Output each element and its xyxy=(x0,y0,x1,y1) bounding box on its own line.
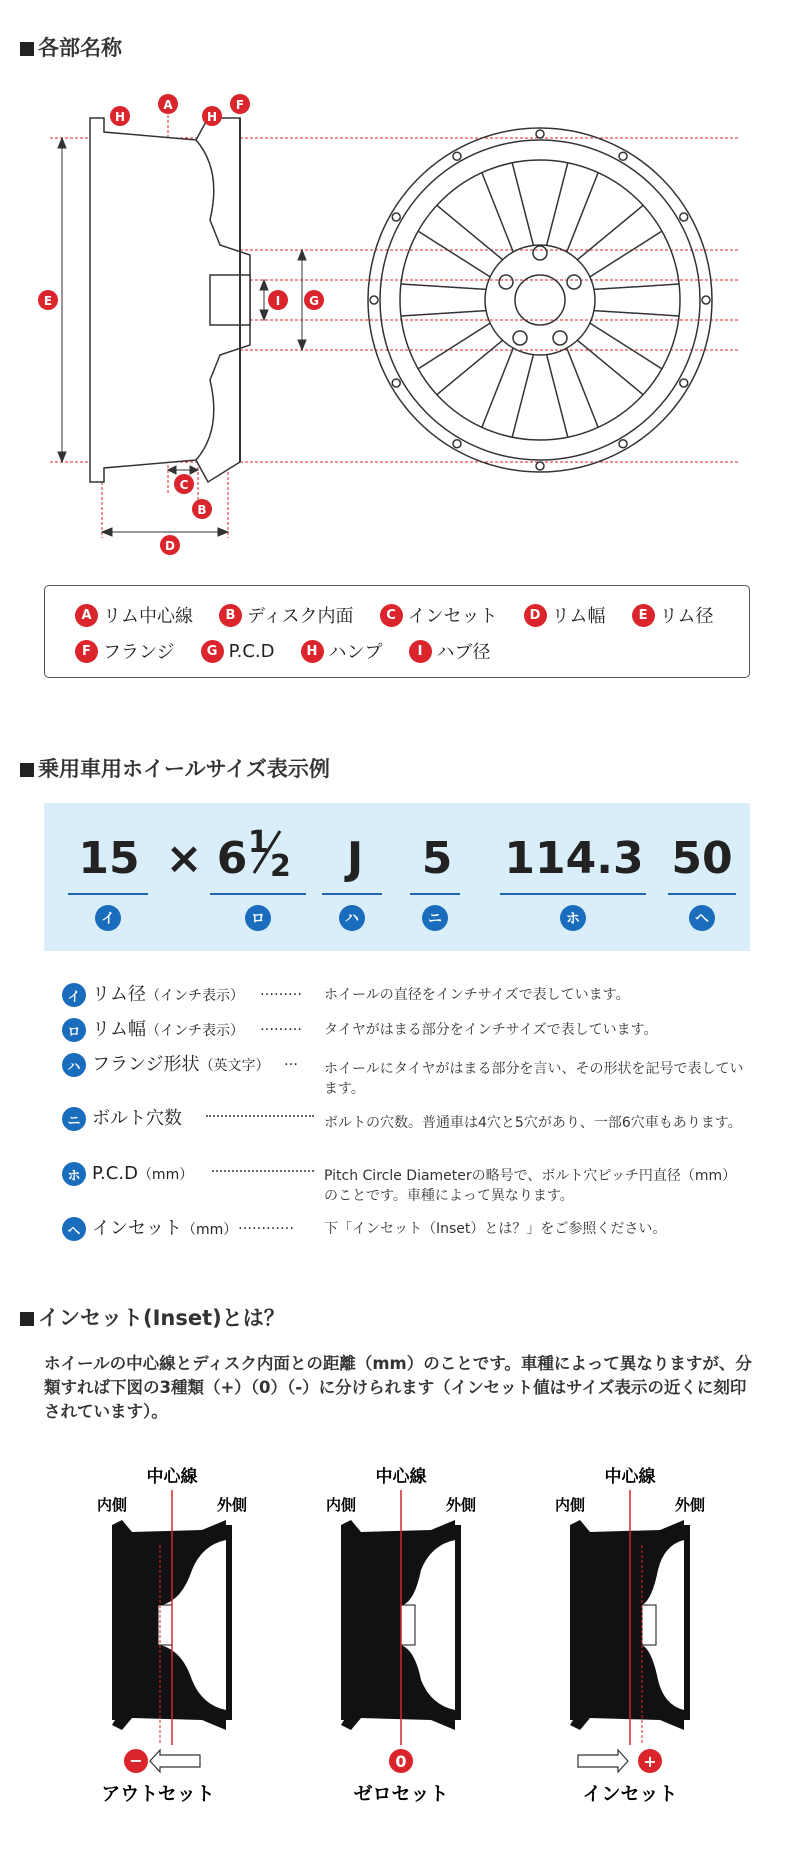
explanation-row-flange xyxy=(62,1053,752,1097)
plus-icon: + xyxy=(643,1752,657,1771)
square-bullet-icon xyxy=(20,1312,34,1326)
arrow-right-icon xyxy=(578,1750,628,1772)
svg-text:B: B xyxy=(197,503,207,517)
leader-dots: … xyxy=(284,1053,298,1069)
svg-text:D: D xyxy=(165,539,175,553)
rim-rivet xyxy=(453,440,461,448)
explanation-row-pcd xyxy=(62,1162,752,1202)
explanation-name: リム径（インチ表示） xyxy=(92,984,244,1005)
minus-icon: − xyxy=(129,1751,143,1770)
badge-e xyxy=(38,290,58,310)
section-title-size-example xyxy=(20,753,330,783)
legend-label: フランジ xyxy=(103,642,175,663)
legend-item xyxy=(632,602,714,628)
badge-d-icon: D xyxy=(524,604,547,627)
rim-rivet xyxy=(392,379,400,387)
underline-i xyxy=(68,893,148,895)
legend-item xyxy=(201,640,275,663)
type-name-outset: アウトセット xyxy=(101,1783,215,1805)
badge-i xyxy=(268,290,288,310)
badge-c-icon: C xyxy=(380,604,403,627)
badge-c xyxy=(174,474,194,494)
badge-d xyxy=(160,535,180,555)
rim-rivet xyxy=(370,296,378,304)
legend-item xyxy=(409,638,491,664)
outer-label: 外側 xyxy=(216,1496,248,1514)
badge-b-icon: B xyxy=(219,604,242,627)
inner-label: 内側 xyxy=(554,1496,586,1514)
badge-ni-icon: ニ xyxy=(62,1107,86,1131)
leader-dots xyxy=(206,1115,314,1119)
underline-ni xyxy=(410,893,460,895)
section-title-inset xyxy=(20,1302,285,1332)
legend-item xyxy=(380,602,498,628)
inset-figure-inset xyxy=(555,1466,705,1805)
badge-h-right xyxy=(202,106,222,126)
legend-label: リム径 xyxy=(659,606,714,627)
spoke xyxy=(512,163,568,246)
legend-label: ハンプ xyxy=(328,642,383,663)
legend-label: ハブ径 xyxy=(436,642,491,663)
legend-label: P.C.D xyxy=(228,640,275,662)
legend-box xyxy=(44,585,750,678)
center-line-label: 中心線 xyxy=(146,1467,198,1487)
badge-b xyxy=(192,499,212,519)
badge-ro-icon: ロ xyxy=(62,1018,86,1042)
inset-figure-zeroset xyxy=(326,1466,476,1805)
badge-h-icon: H xyxy=(301,640,324,663)
size-frac-num: 1 xyxy=(248,825,269,860)
badge-ro-icon: ロ xyxy=(245,905,271,931)
badge-i-icon: イ xyxy=(95,905,121,931)
type-name-inset: インセット xyxy=(582,1783,678,1805)
explanation-row-rim-width xyxy=(62,1018,752,1058)
explanation-name: リム幅（インチ表示） xyxy=(92,1019,244,1040)
svg-text:H: H xyxy=(206,110,218,124)
explanation-desc: 下「インセット（Inset）とは？」をご参照ください。 xyxy=(324,1221,667,1237)
underline-ha xyxy=(322,893,382,895)
svg-text:C: C xyxy=(179,478,189,492)
explanation-desc: ホイールにタイヤがはまる部分を言い、その形状を記号で表しています。 xyxy=(324,1061,744,1097)
wheel-section-zeroset xyxy=(341,1490,461,1745)
rim-rivet xyxy=(453,152,461,160)
badge-ho-icon: ホ xyxy=(62,1162,86,1186)
underline-he xyxy=(668,893,736,895)
size-flange: J xyxy=(346,833,364,884)
leader-dots: ………… xyxy=(238,1217,294,1233)
rim-rivet xyxy=(619,152,627,160)
underline-ho xyxy=(500,893,646,895)
badge-i-icon: I xyxy=(409,640,432,663)
badge-h-left xyxy=(110,106,130,126)
explanation-name: P.C.D（mm） xyxy=(92,1163,194,1184)
size-frac-den: 2 xyxy=(270,849,291,884)
inner-label: 内側 xyxy=(325,1496,357,1514)
explanation-desc: Pitch Circle Diameterの略号で、ボルト穴ピッチ円直径（mm）のことです。車種によって異なります。 xyxy=(324,1168,737,1204)
section-title-text: 各部名称 xyxy=(38,36,122,60)
badge-ha-icon: ハ xyxy=(62,1053,86,1077)
spoke xyxy=(567,173,643,260)
size-diameter: 15 xyxy=(78,833,140,884)
explanation-row-rim-diameter xyxy=(62,983,752,1023)
outer-label: 外側 xyxy=(445,1496,477,1514)
badge-g-icon: G xyxy=(201,640,224,663)
section-title-part-names xyxy=(20,32,122,62)
explanation-name: フランジ形状（英文字） xyxy=(92,1054,270,1075)
leader-dots xyxy=(212,1170,314,1174)
badge-g xyxy=(304,290,324,310)
spoke xyxy=(437,340,513,427)
explanation-name: インセット（mm） xyxy=(92,1218,238,1239)
badge-f xyxy=(230,94,250,114)
section-title-text: 乗用車用ホイールサイズ表示例 xyxy=(38,757,330,781)
outer-label: 外側 xyxy=(674,1496,706,1514)
explanation-row-bolts xyxy=(62,1107,752,1147)
inset-figure-outset xyxy=(97,1466,247,1805)
legend-label: ディスク内面 xyxy=(247,606,354,627)
explanation-desc: ボルトの穴数。普通車は4穴と5穴があり、一部6穴車もあります。 xyxy=(324,1115,742,1131)
explanation-row-inset xyxy=(62,1217,752,1257)
leader-dots: ……… xyxy=(260,983,302,999)
type-name-zeroset: ゼロセット xyxy=(353,1783,449,1805)
legend-label: リム中心線 xyxy=(103,606,193,627)
svg-text:E: E xyxy=(43,294,53,308)
size-times-sign: × xyxy=(165,833,203,884)
rim-rivet xyxy=(619,440,627,448)
inset-description: ホイールの中心線とディスク内面との距離（mm）のことです。車種によって異なりますが、分類すれば下図の3種類（+）（0）（-）に分けられます（インセット値はサイズ表示の近くに刻印されています）。 xyxy=(44,1354,752,1421)
rim-rivet xyxy=(702,296,710,304)
badge-a-icon: A xyxy=(75,604,98,627)
spoke xyxy=(437,173,513,260)
svg-text:H: H xyxy=(114,110,126,124)
svg-text:A: A xyxy=(163,98,173,112)
legend-row-2 xyxy=(75,638,517,664)
legend-label: リム幅 xyxy=(551,606,606,627)
rim-rivet xyxy=(536,462,544,470)
badge-ha-icon: ハ xyxy=(339,905,365,931)
spoke xyxy=(567,340,643,427)
underline-ro xyxy=(210,893,306,895)
legend-item xyxy=(301,638,383,664)
center-line-label: 中心線 xyxy=(604,1467,656,1487)
legend-label: インセット xyxy=(407,606,498,627)
inset-types-diagram xyxy=(0,1450,800,1850)
badge-he-icon: ヘ xyxy=(689,905,715,931)
square-bullet-icon xyxy=(20,763,34,777)
square-bullet-icon xyxy=(20,42,34,56)
svg-text:I: I xyxy=(275,294,281,308)
section-title-text: インセット(Inset)とは？ xyxy=(38,1306,285,1330)
wheel-section-outset xyxy=(112,1490,232,1745)
rim-cross-section xyxy=(90,118,250,482)
badge-a xyxy=(158,94,178,114)
legend-item xyxy=(75,638,175,664)
wheel-parts-diagram xyxy=(0,80,800,580)
size-inset: 50 xyxy=(671,833,733,884)
inner-label: 内側 xyxy=(96,1496,128,1514)
wheel-section-inset xyxy=(570,1490,690,1745)
spoke xyxy=(512,355,568,438)
rim-rivet xyxy=(536,130,544,138)
badge-f-icon: F xyxy=(75,640,98,663)
badge-i-icon: イ xyxy=(62,983,86,1007)
svg-text:G: G xyxy=(309,294,319,308)
size-example-band xyxy=(44,803,750,951)
wheel-face xyxy=(368,128,712,472)
legend-item xyxy=(524,602,606,628)
rim-rivet xyxy=(680,379,688,387)
badge-he-icon: ヘ xyxy=(62,1217,86,1241)
zero-icon: 0 xyxy=(395,1752,407,1771)
badge-ni-icon: ニ xyxy=(422,905,448,931)
explanation-name: ボルト穴数 xyxy=(92,1108,182,1129)
legend-item xyxy=(219,602,354,628)
svg-text:F: F xyxy=(235,98,245,112)
center-line-label: 中心線 xyxy=(375,1467,427,1487)
size-pcd: 114.3 xyxy=(504,833,644,884)
arrow-left-icon xyxy=(150,1750,200,1772)
size-bolts: 5 xyxy=(421,833,453,884)
explanation-desc: タイヤがはまる部分をインチサイズで表しています。 xyxy=(324,1022,658,1038)
explanation-desc: ホイールの直径をインチサイズで表しています。 xyxy=(324,987,630,1003)
leader-dots: ……… xyxy=(260,1018,302,1034)
legend-row-1 xyxy=(75,602,740,628)
rim-rivet xyxy=(392,213,400,221)
size-width-int: 6 xyxy=(216,833,248,884)
badge-ho-icon: ホ xyxy=(560,905,586,931)
rim-rivet xyxy=(680,213,688,221)
legend-item xyxy=(75,602,193,628)
badge-e-icon: E xyxy=(632,604,655,627)
